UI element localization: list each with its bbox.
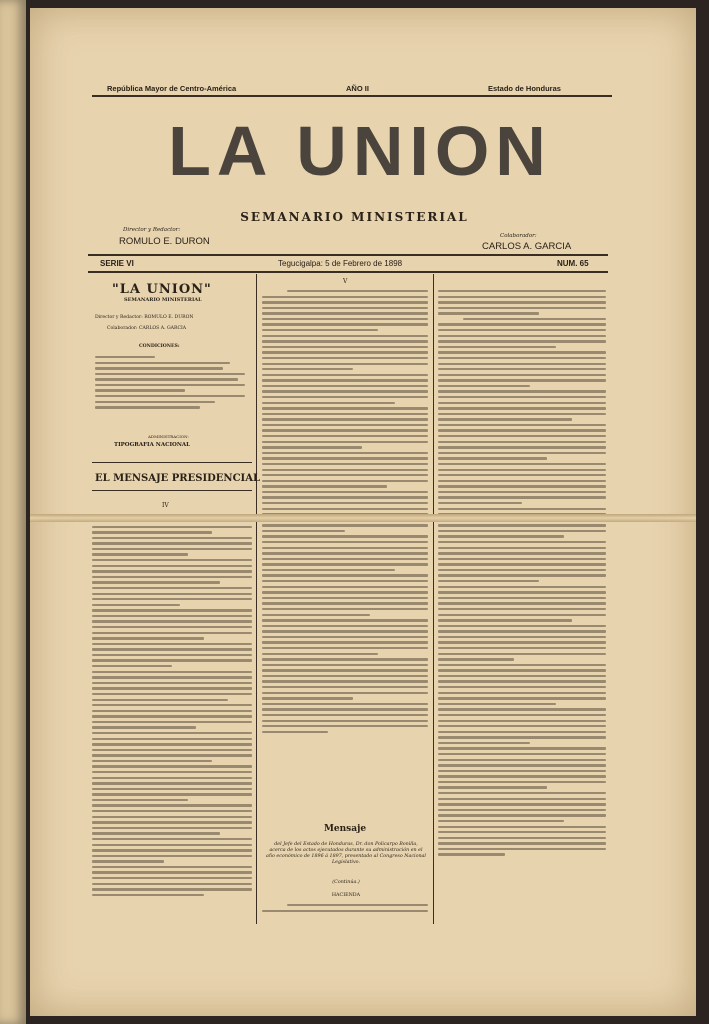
column-divider-1 xyxy=(256,274,257,924)
sidebar-collab: Colaborador: CARLOS A. GARCIA xyxy=(107,326,187,331)
continues-note: (Continúa.) xyxy=(332,880,360,885)
hacienda-text xyxy=(262,904,428,918)
sidebar-printer: TIPOGRAFIA NACIONAL xyxy=(114,442,190,448)
sidebar-box-subtitle: SEMANARIO MINISTERIAL xyxy=(124,297,202,303)
header-left: República Mayor de Centro-América xyxy=(107,84,237,93)
mid-numeral: V xyxy=(343,278,348,285)
sidebar-conditions: CONDICIONES: xyxy=(139,344,180,349)
mensaje-caption: del Jefe del Estado de Honduras, Dr. don Policarpo Bonilla, acerca de los actos ejecutados durante su administración en el año económico de 1896 á 1897, presentado al Congreso Nacional Legislativo. xyxy=(266,842,426,865)
collab-name: CARLOS A. GARCIA xyxy=(482,241,572,252)
issue-rule-bottom xyxy=(88,271,608,273)
issue-number: NUM. 65 xyxy=(557,259,589,268)
issue-date: Tegucigalpa: 5 de Febrero de 1898 xyxy=(278,259,403,268)
middle-column-text xyxy=(262,290,428,814)
column-divider-2 xyxy=(433,274,434,924)
sidebar-director: Director y Redactor: ROMULO E. DURON xyxy=(95,315,194,320)
header-right: Estado de Honduras xyxy=(488,84,561,93)
sidebar-box-title: "LA UNION" xyxy=(112,282,212,297)
director-label: Director y Redactor: xyxy=(123,227,181,233)
adjacent-page-edge xyxy=(0,0,26,1024)
masthead-subtitle: SEMANARIO MINISTERIAL xyxy=(240,210,469,224)
header-center: AÑO II xyxy=(346,84,369,93)
section-rule xyxy=(92,490,252,491)
sidebar-conditions-text xyxy=(95,356,245,426)
collab-label: Colaborador: xyxy=(500,233,537,239)
sidebar-admin-label: ADMINISTRACION: xyxy=(148,434,189,439)
section-title: EL MENSAJE PRESIDENCIAL xyxy=(95,473,260,484)
page-fold xyxy=(30,514,696,522)
issue-serie: SERIE VI xyxy=(100,259,134,268)
issue-rule-top xyxy=(88,254,608,256)
right-column-text xyxy=(438,290,606,920)
section-numeral: IV xyxy=(162,502,169,509)
left-column-text xyxy=(92,520,252,920)
hacienda-heading: HACIENDA xyxy=(331,893,361,898)
director-name: ROMULO E. DURON xyxy=(119,236,210,247)
masthead-title: LA UNION xyxy=(168,112,552,190)
header-rule xyxy=(92,95,612,97)
sidebar-box-rule xyxy=(92,462,252,463)
mensaje-title: Mensaje xyxy=(323,824,367,834)
